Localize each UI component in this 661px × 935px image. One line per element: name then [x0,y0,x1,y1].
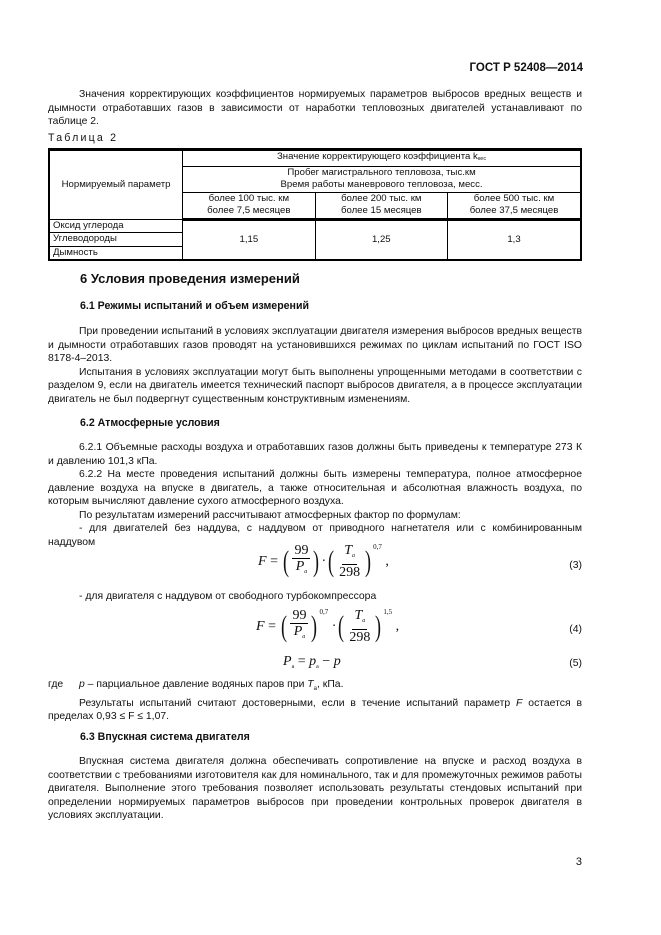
run-header-line2: Время работы маневрового тепловоза, месс. [280,179,483,190]
f3-den2: 298 [339,565,361,581]
f4-num2-sym: T [354,608,363,624]
paren-close: ) [375,609,382,643]
f5-rhs2: p [333,654,341,669]
col1-line2: более 7,5 месяцев [207,205,291,216]
f4-exp1: 0,7 [319,608,329,616]
paren-open: ( [283,544,290,578]
formula-4: F = ( $\frac{99}{P_a}$ ) $^{0,7}$ ·( $\frac{T_a}{298}$ ) $^{1,5}$ , [256,608,400,646]
document-header: ГОСТ Р 52408—2014 [469,62,583,74]
coefficient-table [48,148,582,261]
col-header-1 [183,192,315,219]
col1-line1: более 100 тыс. км [208,192,290,204]
where-T-sub: a [313,686,317,692]
intro-text: Значения корректирующих коэффициентов нормируемых параметров выбросов вредных веществ и дымности отработавших газов в зависимости от наработки тепловозных двигателей устанавливают по таблице 2. [48,89,582,127]
section-6-title: 6 Условия проведения измерений [80,271,300,286]
f4-num1: 99 [292,608,307,624]
validity-paragraph [48,697,582,724]
formula-5: $P_a = p_a - p$ [283,654,341,670]
valid-b: остается в пределах 0,93 ≤ F ≤ 1,07. [48,697,582,722]
col-header-2 [315,192,447,219]
f3-num1: 99 [294,543,309,559]
p622: 6.2.2 На месте проведения испытаний должны быть измерены температура, полное атмосферное давление воздуха на впуске в двигатель, а также относительная и абсолютная влажность воздуха, по которым вычисляют давление сухого атмосферного воздуха. [48,469,582,507]
run-header [183,166,581,192]
param-header: Нормируемый параметр [49,150,183,220]
f4-den1-sym: P [293,624,303,640]
section-6-3-title: 6.3 Впускная система двигателя [80,731,250,743]
f3-den1-sym: P [295,559,305,575]
eq-number-4: (4) [569,624,582,635]
where-unit: , кПа. [317,679,344,690]
case1-text: - для двигателей без наддува, с наддувом от приводного нагнетателя или с комбинированным наддувом [48,523,582,548]
table-row-param: Дымность [49,246,183,260]
value-cell-1: 1,15 [183,219,315,260]
case2 [48,590,582,604]
col2-line2: более 15 месяцев [340,205,422,216]
page-number: 3 [575,856,582,868]
paren-close: ) [313,544,320,578]
f4-den1-sub: a [302,634,306,641]
f3-exp2: 0,7 [373,543,382,551]
f3-lhs: F [258,554,267,569]
paren-close: ) [365,544,372,578]
where-line [48,678,582,697]
col3-line1: более 500 тыс. км [473,192,555,204]
table-row-param: Углеводороды [49,233,183,247]
coef-header [183,150,581,167]
f5-rhs1-sub: a [316,664,319,670]
s61-paragraph-2: Испытания в условиях эксплуатации могут быть выполнены упрощенными методами в соответствии с разделом 9, если на двигатель имеется технический паспорт выбросов двигателя, а в процессе эксплуатации двигатель не был подвергнут существенным конструктивным изменениям. [48,366,582,405]
col3-line2: более 37,5 месяцев [469,205,559,216]
section-6-3-body [48,755,582,823]
f4-exp2: 1,5 [383,608,393,616]
f3-frac1 [292,543,310,580]
f3-frac2 [337,543,362,580]
f3-den1-sub: a [304,569,308,576]
where-text: – парциальное давление водяных паров при [84,679,308,690]
where-block [48,678,582,724]
col-header-3 [448,192,581,219]
f3-num2-sub: a [352,553,356,560]
f4-frac2 [347,608,372,645]
where-label: где [48,679,64,690]
f4-num2-sub: a [362,618,366,625]
table-caption: Таблица 2 [48,132,119,144]
f5-lhs: P [283,654,292,669]
f5-rhs1: p [309,654,317,669]
s61-paragraph-1: При проведении испытаний в условиях эксплуатации двигателя измерения выбросов вредных веществ и дымности отработавших газов проводят на установившихся режимах по циклам испытаний по ГОСТ ISO 8178-4–2013. [48,326,582,364]
eq-number-3: (3) [569,560,582,571]
section-6-2-body [48,441,582,549]
f4-num2 [352,608,367,630]
paren-open: ( [328,544,335,578]
f4-lhs: F [256,619,265,634]
col2-line1: более 200 тыс. км [341,192,422,204]
formula-3: F = ( $\frac{99}{P_a}$ ) ·( $\frac{T_a}{298}$ ) $^{0,7}$ , [258,543,389,581]
eq-number-5: (5) [569,658,582,669]
case2-text: - для двигателя с наддувом от свободного турбокомпрессора [79,591,377,602]
value-cell-2: 1,25 [315,219,447,260]
coef-header-text: Значение корректирующего коэффициента k [277,151,478,162]
paren-open: ( [281,609,288,643]
paren-open: ( [338,609,345,643]
section-6-2-title: 6.2 Атмосферные условия [80,417,220,429]
p621: 6.2.1 Объемные расходы воздуха и отработавших газов должны быть приведены к температуре 273 К и давлению 101,3 кПа. [48,442,582,467]
p-factor: По результатам измерений рассчитывают атмосферных фактор по формулам: [79,509,461,521]
f3-num2-sym: T [344,543,353,559]
value-cell-3: 1,3 [448,219,581,260]
section-6-1-title: 6.1 Режимы испытаний и объем измерений [80,300,309,312]
f4-den2: 298 [349,630,371,646]
section-6-1-body [48,325,582,406]
f4-frac1 [290,608,308,645]
f3-den1 [294,559,310,580]
intro-paragraph [48,88,582,129]
coef-subscript: кес [477,156,487,162]
f4-den1 [292,624,308,645]
table-row-param: Оксид углерода [49,219,183,233]
valid-F: F [516,697,523,709]
valid-a: Результаты испытаний считают достоверными, если в течение испытаний параметр [79,697,517,709]
paren-close: ) [311,609,318,643]
s63-paragraph: Впускная система двигателя должна обеспечивать сопротивление на впуске и расход воздуха в соответствии с требованиями изготовителя как для номинального, так и для промежуточных режимов работы двигателя. Выполнение этого требования позволяет использовать результаты стендовых испытаний при определении нормируемых параметров выбросов при проведении контрольных проверок двигателя в условиях эксплуатации. [48,756,582,821]
where-symbol: p [79,679,85,690]
f5-lhs-sub: a [291,664,295,670]
where-T: T [307,679,314,690]
run-header-line1: Пробег магистрального тепловоза, тыс.км [287,166,476,178]
f3-num2 [342,543,357,565]
